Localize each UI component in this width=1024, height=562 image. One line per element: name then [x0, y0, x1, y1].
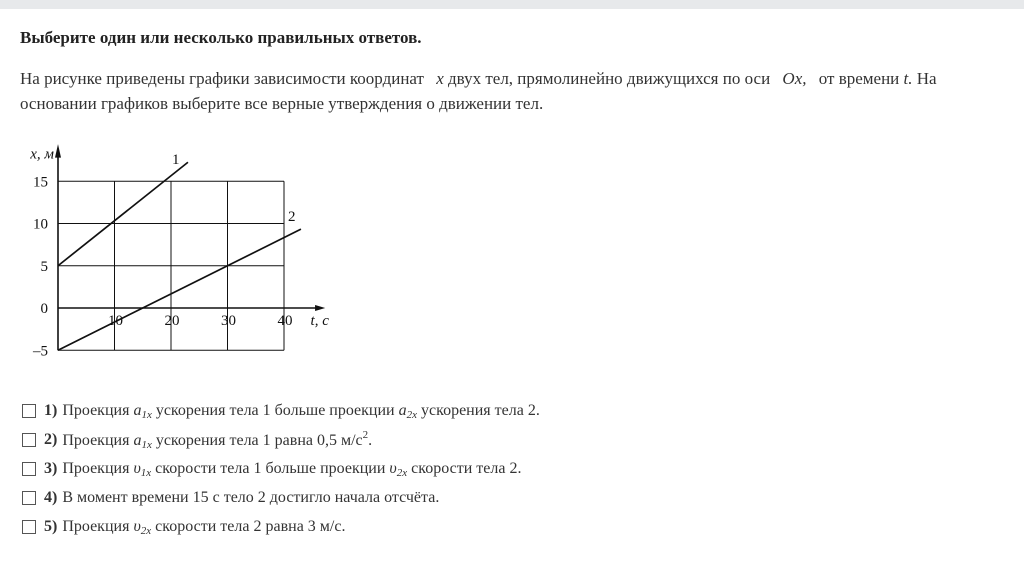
option-5[interactable]	[22, 514, 540, 540]
option-1-symbol-2: a	[398, 401, 407, 419]
option-5-pre: Проекция	[62, 517, 130, 535]
series-label-1: 1	[171, 152, 180, 169]
question-part-2: двух тел, прямолинейно движущихся по оси	[448, 69, 771, 88]
x-tick-label: 20	[164, 313, 180, 329]
option-5-mid: скорости тела 2 равна 3 м/с.	[155, 517, 346, 535]
question-var-ox: Ox,	[782, 69, 807, 88]
option-5-text	[62, 518, 345, 537]
option-1-mid: ускорения тела 1 больше проекции	[155, 401, 395, 419]
question-part-1: На рисунке приведены графики зависимости координат	[20, 69, 424, 88]
option-3-text	[62, 460, 521, 479]
option-2-checkbox[interactable]	[22, 433, 36, 447]
option-3-symbol-2: υ	[389, 459, 397, 477]
option-5-checkbox[interactable]	[22, 520, 36, 534]
option-2-sup: 2	[362, 429, 369, 441]
option-1-checkbox[interactable]	[22, 404, 36, 418]
option-3-number: 3)	[44, 460, 58, 477]
option-2-pre: Проекция	[62, 432, 130, 449]
option-1-symbol-1: a	[133, 401, 142, 419]
option-4-number: 4)	[44, 489, 58, 506]
question-part-3: от времени	[818, 69, 900, 88]
x-tick-label: 30	[221, 313, 236, 329]
y-tick-label: –5	[33, 343, 48, 360]
option-1-sub-2: 2x	[406, 408, 417, 421]
option-1-sub-1: 1x	[141, 408, 152, 421]
option-3-symbol-1: υ	[133, 459, 141, 477]
task-heading: Выберите один или несколько правильных ответов.	[20, 28, 422, 47]
option-2-text	[62, 429, 372, 451]
series-label-2: 2	[287, 209, 296, 226]
question-var-x: x	[436, 69, 444, 88]
y-tick-label: 10	[33, 216, 48, 233]
option-5-number: 5)	[44, 518, 58, 535]
top-bar	[0, 0, 1024, 9]
answer-options	[22, 398, 540, 543]
option-1-number: 1)	[44, 402, 58, 419]
chart-svg	[10, 135, 340, 365]
x-tick-label: 10	[108, 313, 123, 329]
option-3-pre: Проекция	[62, 459, 130, 477]
option-3-checkbox[interactable]	[22, 462, 36, 476]
option-1-post: ускорения тела 2.	[421, 401, 540, 419]
series-line-2	[58, 229, 301, 350]
option-2-sub-1: 1x	[141, 439, 152, 451]
option-4-checkbox[interactable]	[22, 491, 36, 505]
option-3-mid: скорости тела 1 больше проекции	[155, 459, 386, 477]
option-1-pre: Проекция	[62, 401, 130, 419]
option-1-text	[62, 402, 540, 421]
coordinate-time-chart	[10, 135, 340, 365]
option-5-symbol-1: υ	[133, 517, 141, 535]
option-5-sub-1: 2x	[140, 524, 152, 537]
option-2-number: 2)	[44, 431, 58, 448]
x-axis-label: t, с	[310, 313, 329, 329]
option-4[interactable]	[22, 485, 540, 511]
option-2-symbol-1: a	[133, 432, 142, 449]
x-tick-label: 40	[277, 313, 293, 329]
question-var-t: t.	[903, 69, 913, 88]
y-axis-arrow	[55, 144, 61, 158]
option-3-sub-2: 2x	[396, 466, 408, 479]
question-part-4: На основании графиков выберите все верные утверждения о движении тел.	[20, 69, 937, 113]
x-axis-arrow	[315, 305, 325, 311]
option-3-sub-1: 1x	[140, 466, 152, 479]
y-tick-label: 0	[40, 301, 48, 317]
option-1[interactable]	[22, 398, 540, 424]
option-2-post: .	[368, 432, 373, 449]
y-axis-label: x, м	[30, 146, 54, 163]
y-tick-label: 15	[33, 174, 48, 191]
option-3[interactable]	[22, 456, 540, 482]
option-2-mid: ускорения тела 1 равна 0,5 м/с	[155, 432, 363, 449]
y-tick-label: 5	[40, 258, 48, 275]
option-4-text: В момент времени 15 с тело 2 достигло начала отсчёта.	[62, 489, 440, 506]
question-text	[20, 66, 1005, 116]
series-line-1	[58, 162, 188, 266]
option-3-post: скорости тела 2.	[411, 459, 522, 477]
option-2[interactable]	[22, 427, 540, 453]
